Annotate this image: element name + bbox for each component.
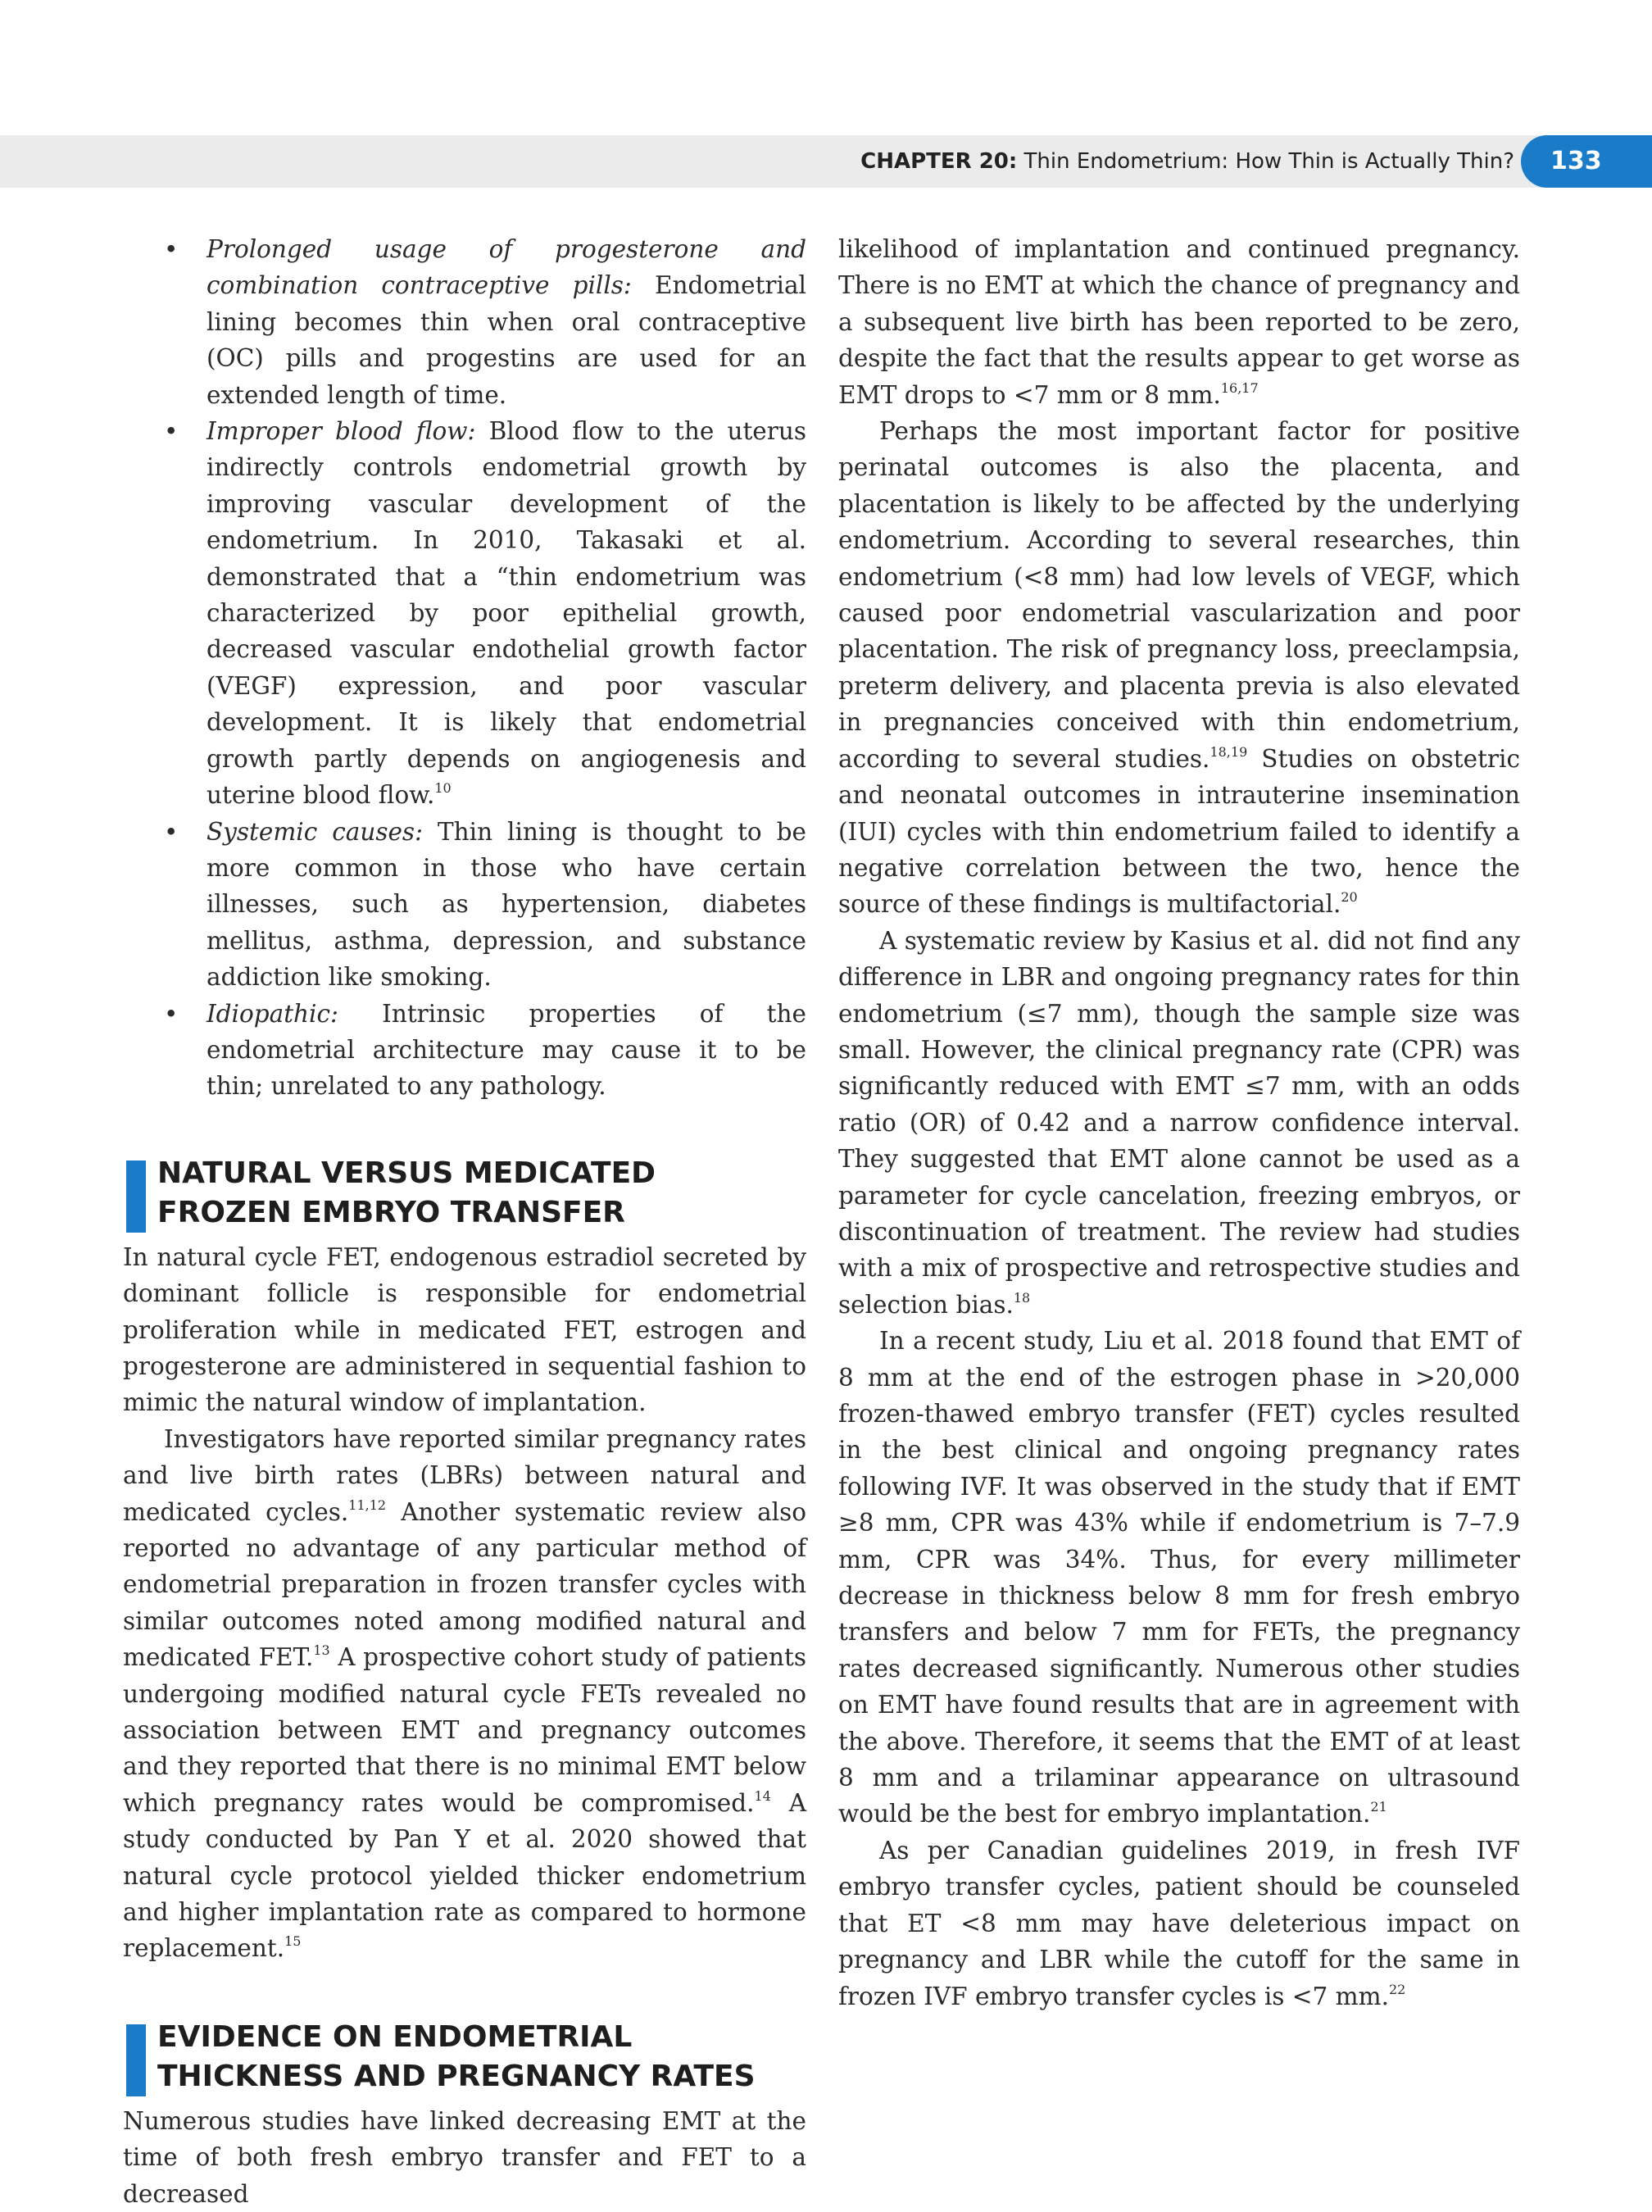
reference-marker: 18 [1013,1289,1031,1306]
reference-marker: 16,17 [1220,379,1259,396]
list-item-term: Improper blood flow: [206,417,476,446]
paragraph-text: Perhaps the most important factor for positive perinatal outcomes is also the placenta, and placentation is likely to be affected by the underlying endometrium. According to several researches, thin endometrium (<8 mm) had low levels of VEGF, which caused poor endometrial vascularization and poor placentation. The risk of pregnancy loss, preeclampsia, preterm delivery, and placenta previa is also elevated in pregnancies conceived with thin endometrium, according to several studies. [838,417,1520,773]
section-heading-evidence [123,2018,806,2096]
list-item [123,996,806,1105]
body-paragraph: Numerous studies have linked decreasing EMT at the time of both fresh embryo transfer and FET to a decreased [123,2106,806,2208]
chapter-title-text: Thin Endometrium: How Thin is Actually Thin? [1023,149,1514,174]
paragraph-text: A systematic review by Kasius et al. did not find any difference in LBR and ongoing pregnancy rates for thin endometrium (≤7 mm), though the sample size was small. However, the clinical pregnancy rate (CPR) was significantly reduced with EMT ≤7 mm, with an odds ratio (OR) of 0.42 and a narrow confidence interval. They suggested that EMT alone cannot be used as a parameter for cycle cancelation, freezing embryos, or discontinuation of treatment. The review had studies with a mix of prospective and retrospective studies and selection bias. [838,926,1520,1319]
reference-marker: 21 [1370,1799,1387,1815]
paragraph-text: As per Canadian guidelines 2019, in fresh IVF embryo transfer cycles, patient should be counseled that ET <8 mm may have deleterious impact on pregnancy and LBR while the cutoff for the same in frozen IVF embryo transfer cycles is <7 mm. [838,1836,1520,2010]
list-item-term: Prolonged usage of progesterone and combination contraceptive pills: [206,235,806,300]
reference-marker: 11,12 [348,1497,387,1513]
reference-marker: 15 [284,1933,302,1950]
body-paragraph: In natural cycle FET, endogenous estradiol secreted by dominant follicle is responsible for endometrial proliferation while in medicated FET, estrogen and progesterone are administered in sequential fashion to mimic the natural window of implantation. [123,1242,806,1417]
body-paragraph [838,1833,1520,2014]
body-paragraph [123,1421,806,1967]
cause-list [123,231,806,1105]
reference-marker: 18,19 [1210,743,1248,760]
paragraph-text: In a recent study, Liu et al. 2018 found that EMT of 8 mm at the end of the estrogen phase in >20,000 frozen-thawed embryo transfer (FET) cycles resulted in the best clinical and ongoing pregnancy rates following IVF. It was observed in the study that if EMT ≥8 mm, CPR was 43% while if endometrium is 7–7.9 mm, CPR was 34%. Thus, for every millimeter decrease in thickness below 8 mm for fresh embryo transfers and below 7 mm for FETs, the pregnancy rates decreased significantly. Numerous other studies on EMT have found results that are in agreement with the above. Therefore, it seems that the EMT of at least 8 mm and a trilaminar appearance on ultrasound would be the best for embryo implantation. [838,1327,1520,1828]
list-item [123,814,806,996]
bullet-icon: • [164,417,179,446]
heading-line: THICKNESS AND PREGNANCY RATES [157,2059,756,2093]
bullet-icon: • [164,817,179,846]
heading-line: NATURAL VERSUS MEDICATED [157,1156,656,1190]
paragraph-text: Another systematic review also reported no advantage of any particular method of endometrial preparation in frozen transfer cycles with similar outcomes noted among modified natural and medicated FET. [123,1497,806,1672]
chapter-label: CHAPTER 20: [860,149,1018,174]
body-paragraph [838,413,1520,923]
heading-accent-bar [126,1161,146,1233]
reference-marker: 20 [1341,889,1358,906]
right-column [838,231,1520,2014]
paragraph-text: A study conducted by Pan Y et al. 2020 showed that natural cycle protocol yielded thicker endometrium and higher implantation rate as compared to hormone replacement. [123,1788,807,1963]
bullet-icon: • [164,999,179,1028]
paragraph-text: Investigators have reported similar pregnancy rates and live birth rates (LBRs) between natural and medicated cycles. [123,1424,806,1526]
paragraph-text: likelihood of implantation and continued pregnancy. There is no EMT at which the chance of pregnancy and a subsequent live birth has been reported to be zero, despite the fact that the results appear to get worse as EMT drops to <7 mm or 8 mm. [838,235,1520,409]
paragraph-text: A prospective cohort study of patients undergoing modified natural cycle FETs revealed no association between EMT and pregnancy outcomes and they reported that there is no minimal EMT below which pregnancy rates would be compromised. [123,1643,806,1817]
list-item [123,231,806,413]
reference-marker: 22 [1388,1981,1406,1997]
list-item [123,413,806,813]
left-column [123,231,806,2212]
list-item-text: Endometrial lining becomes thin when oral contraceptive (OC) pills and progestins are used for an extended length of time. [206,271,806,409]
heading-accent-bar [126,2024,146,2096]
reference-marker: 13 [313,1642,330,1659]
reference-marker: 14 [754,1787,771,1804]
list-item-text: Blood flow to the uterus indirectly controls endometrial growth by improving vascular development of the endometrium. In 2010, Takasaki et al. demonstrated that a “thin endometrium was characterized by poor epithelial growth, decreased vascular endothelial growth factor (VEGF) expression, and poor vascular development. It is likely that endometrial growth partly depends on angiogenesis and uterine blood flow. [206,417,806,810]
list-item-text: Intrinsic properties of the endometrial architecture may cause it to be thin; unrelated to any pathology. [206,999,806,1101]
body-paragraph [838,231,1520,413]
reference-marker: 10 [434,780,452,797]
body-paragraph [838,1323,1520,1833]
running-header [0,135,1652,188]
page-number: 133 [1521,135,1652,188]
bullet-icon: • [164,235,179,263]
section-heading-natural-vs-medicated [123,1154,806,1233]
list-item-term: Systemic causes: [206,817,424,846]
list-item-text: Thin lining is thought to be more common in those who have certain illnesses, such as hypertension, diabetes mellitus, asthma, depression, and substance addiction like smoking. [206,817,806,992]
heading-line: EVIDENCE ON ENDOMETRIAL [157,2019,633,2054]
chapter-title [860,135,1514,188]
body-paragraph [838,923,1520,1323]
heading-line: FROZEN EMBRYO TRANSFER [157,1195,625,1229]
list-item-term: Idiopathic: [206,999,338,1028]
paragraph-text: Studies on obstetric and neonatal outcomes in intrauterine insemination (IUI) cycles with thin endometrium failed to identify a negative correlation between the two, hence the source of these findings is multifactorial. [838,744,1520,919]
